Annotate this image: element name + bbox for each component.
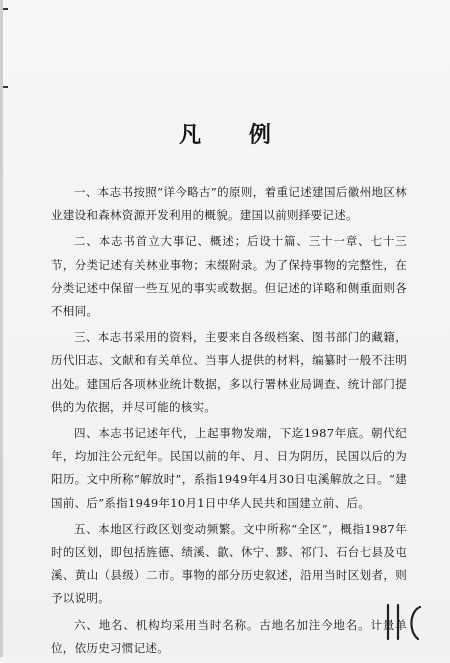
scan-mark xyxy=(3,86,8,88)
paragraph-6: 六、地名、机构均采用当时名称。古地名加注今地名。计量单位，依历史习惯记述。 xyxy=(51,617,407,655)
paragraph-5: 五、本地区行政区划变动频繁。文中所称“全区”，概指1987年时的区划，即包括旌德、绩溪、歙、休宁、黟、祁门、石台七县及屯溪、黄山（县级）二市。事物的部分历史叙述，沿用当时区划者，则予以说明。 xyxy=(51,521,407,606)
body-text xyxy=(51,181,407,663)
handwritten-page-mark xyxy=(380,601,436,643)
paragraph-3: 三、本志书采用的资料，主要来自各级档案、图书部门的藏籍，历代旧志、文献和有关单位、当事人提供的材料，编纂时一般不注明出处。建国后各项林业统计数据，多以行署林业局调查、统计部门提供的为依据，并尽可能的核实。 xyxy=(51,330,407,414)
paragraph-2: 二、本志书首立大事记、概述；后设十篇、三十一章、七十三节，分类记述有关林业事物；末缀附录。为了保持事物的完整性，在分类记述中保留一些互见的事实或数据。但记述的详略和侧重面则各不相同。 xyxy=(51,234,407,319)
paragraph-4: 四、本志书记述年代，上起事物发端，下迄1987年底。朝代纪年，均加注公元纪年。民国以前的年、月、日为阴历，民国以后的为阳历。文中所称“解放时”，系指1949年4月30日屯溪解放之日。“建国前、后”系指1949年10月1日中华人民共和国建立前、后。 xyxy=(51,426,407,510)
scan-edge xyxy=(0,0,3,657)
page-title: 凡 例 xyxy=(179,122,291,148)
scan-mark xyxy=(3,8,8,10)
paragraph-1: 一、本志书按照“详今略古”的原则，着重记述建国后徽州地区林业建设和森林资源开发利用的概貌。建国以前则择要记述。 xyxy=(51,185,407,223)
